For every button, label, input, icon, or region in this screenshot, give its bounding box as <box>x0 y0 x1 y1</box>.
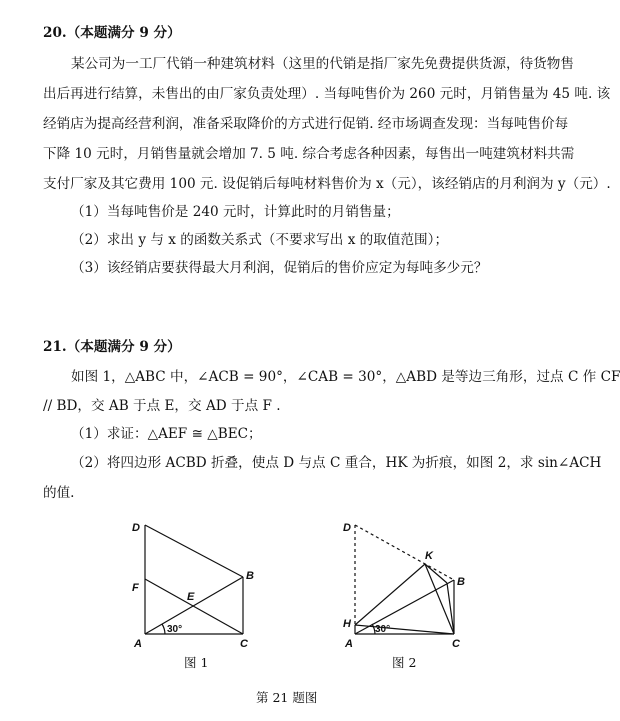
figure-1-diagram <box>120 515 270 655</box>
fold-line-HK <box>355 564 425 625</box>
label-A: A <box>345 638 353 650</box>
q21-sub-2: （2）将四边形 ACBD 折叠，使点 D 与点 C 重合，HK 为折痕，如图 2，求 sin∠ACH <box>71 455 602 471</box>
q20-heading: 20.（本题满分 9 分） <box>43 25 181 41</box>
q21-line-2: // BD，交 AB 于点 E，交 AD 于点 F . <box>43 398 281 414</box>
label-H: H <box>343 618 351 630</box>
q21-line-end: 的值. <box>43 485 75 501</box>
label-B: B <box>246 570 254 582</box>
label-D: D <box>132 522 140 534</box>
label-C: C <box>240 638 248 650</box>
q20-line-1: 某公司为一工厂代销一种建筑材料（这里的代销是指厂家先免费提供货源，待货物售 <box>71 56 574 72</box>
segment-HC <box>355 625 454 634</box>
label-E: E <box>187 591 195 603</box>
label-C: C <box>452 638 460 650</box>
figure-2-diagram <box>335 515 485 655</box>
figure-2-caption: 图 2 <box>392 655 417 670</box>
label-D: D <box>343 522 351 534</box>
label-B: B <box>457 576 465 588</box>
q20-sub-3: （3）该经销店要获得最大月利润，促销后的售价应定为每吨多少元？ <box>71 260 488 276</box>
q20-line-5: 支付厂家及其它费用 100 元. 设促销后每吨材料售价为 x（元），该经销店的月利润为 y（元）. <box>43 176 611 192</box>
q20-line-3: 经销店为提高经营利润，准备采取降价的方式进行促销. 经市场调查发现：当每吨售价每 <box>43 116 569 132</box>
angle-label: 30° <box>375 624 391 635</box>
q20-line-2: 出后再进行结算，未售出的由厂家负责处理）. 当每吨售价为 260 元时，月销售量为 45 吨. 该 <box>43 86 611 102</box>
q20-line-4: 下降 10 元时，月销售量就会增加 7. 5 吨. 综合考虑各种因素，每售出一吨建筑材料共需 <box>43 146 575 162</box>
figure-2 <box>335 515 485 655</box>
label-A: A <box>134 638 142 650</box>
figure-1-caption: 图 1 <box>184 655 209 670</box>
angle-label: 30° <box>167 624 183 635</box>
segment-DB <box>145 525 243 577</box>
q20-sub-2: （2）求出 y 与 x 的函数关系式（不要求写出 x 的取值范围）； <box>71 232 449 248</box>
q21-sub-1: （1）求证：△AEF ≅ △BEC； <box>71 426 262 442</box>
folded-segment-DB <box>355 525 454 580</box>
angle-arc <box>162 624 165 634</box>
q20-sub-1: （1）当每吨售价是 240 元时，计算此时的月销售量； <box>71 204 400 220</box>
figure-caption: 第 21 题图 <box>256 690 318 705</box>
figure-1 <box>120 515 270 655</box>
q21-line-1: 如图 1，△ABC 中，∠ACB = 90°，∠CAB = 30°，△ABD 是等边三角形，过点 C 作 CF <box>71 369 620 385</box>
label-F: F <box>132 582 139 594</box>
q21-heading: 21.（本题满分 9 分） <box>43 339 181 355</box>
label-K: K <box>425 550 433 562</box>
